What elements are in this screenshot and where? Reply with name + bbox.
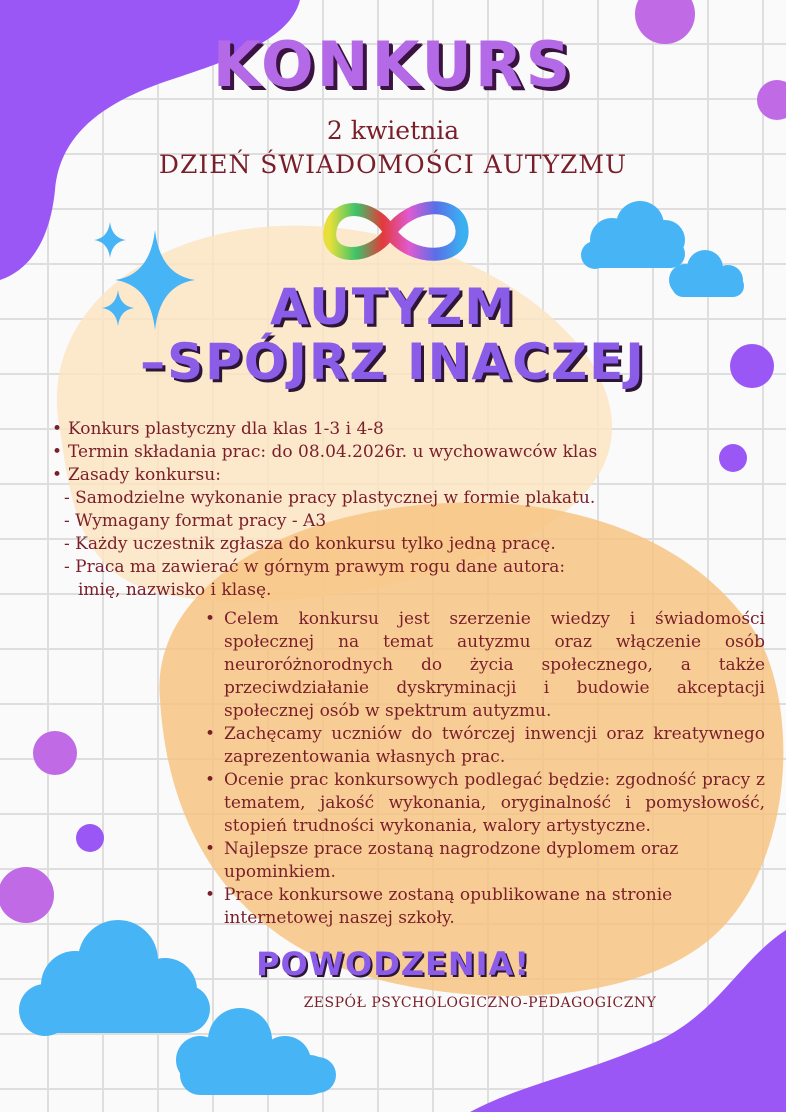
info-item: • Zachęcamy uczniów do twórczej inwencji oraz kreatywnego zaprezentowania własnych prac. — [205, 723, 765, 769]
contest-title: KONKURS — [212, 28, 574, 101]
rule-subitem: - Każdy uczestnik zgłasza do konkursu tylko jedną pracę. — [64, 534, 556, 554]
dot-icon — [33, 731, 77, 775]
dot-icon — [76, 824, 104, 852]
rule-item: • Zasady konkursu: — [52, 464, 732, 487]
event-date: 2 kwietnia — [326, 116, 460, 145]
sparkle-icon — [94, 222, 126, 258]
dot-icon — [0, 867, 54, 923]
awareness-day-title: DZIEŃ ŚWIADOMOŚCI AUTYZMU — [158, 150, 628, 179]
slogan-line-2: –SPÓJRZ INACZEJ — [140, 333, 646, 391]
cloud-icon — [581, 201, 685, 269]
rule-subitem-continued: imię, nazwisko i klasę. — [78, 580, 272, 600]
info-item: • Celem konkursu jest szerzenie wiedzy i świadomości społecznej na temat autyzmu oraz włączenie osób neuroróżnorodnych do życia społecznego, a także przeciwdziałanie dyskryminacji i budowie akceptacji społecznej osób w spektrum autyzmu. — [205, 608, 765, 723]
rule-item: • Termin składania prac: do 08.04.2026r. u wychowawców klas — [52, 441, 732, 464]
rule-subitem: - Praca ma zawierać w górnym prawym rogu dane autora: — [64, 557, 566, 577]
slogan-line-1: AUTYZM — [269, 278, 517, 336]
info-item: • Ocenie prac konkursowych podlegać będzie: zgodność pracy z tematem, jakość wykonania, oryginalność i pomysłowość, stopień trudności wykonania, walory artystyczne. — [205, 769, 765, 838]
rule-subitem: - Samodzielne wykonanie pracy plastycznej w formie plakatu. — [64, 488, 596, 508]
rule-item: • Konkurs plastyczny dla klas 1-3 i 4-8 — [52, 418, 732, 441]
info-item: • Prace konkursowe zostaną opublikowane na stronie internetowej naszej szkoły. — [205, 884, 765, 930]
team-signature: ZESPÓŁ PSYCHOLOGICZNO-PEDAGOGICZNY — [303, 995, 657, 1011]
rules-list — [52, 418, 732, 602]
info-list — [205, 608, 765, 930]
good-luck-heading: POWODZENIA! — [256, 945, 530, 983]
info-item: • Najlepsze prace zostaną nagrodzone dyplomem oraz upominkiem. — [205, 838, 765, 884]
rule-subitem: - Wymagany format pracy - A3 — [64, 511, 327, 531]
